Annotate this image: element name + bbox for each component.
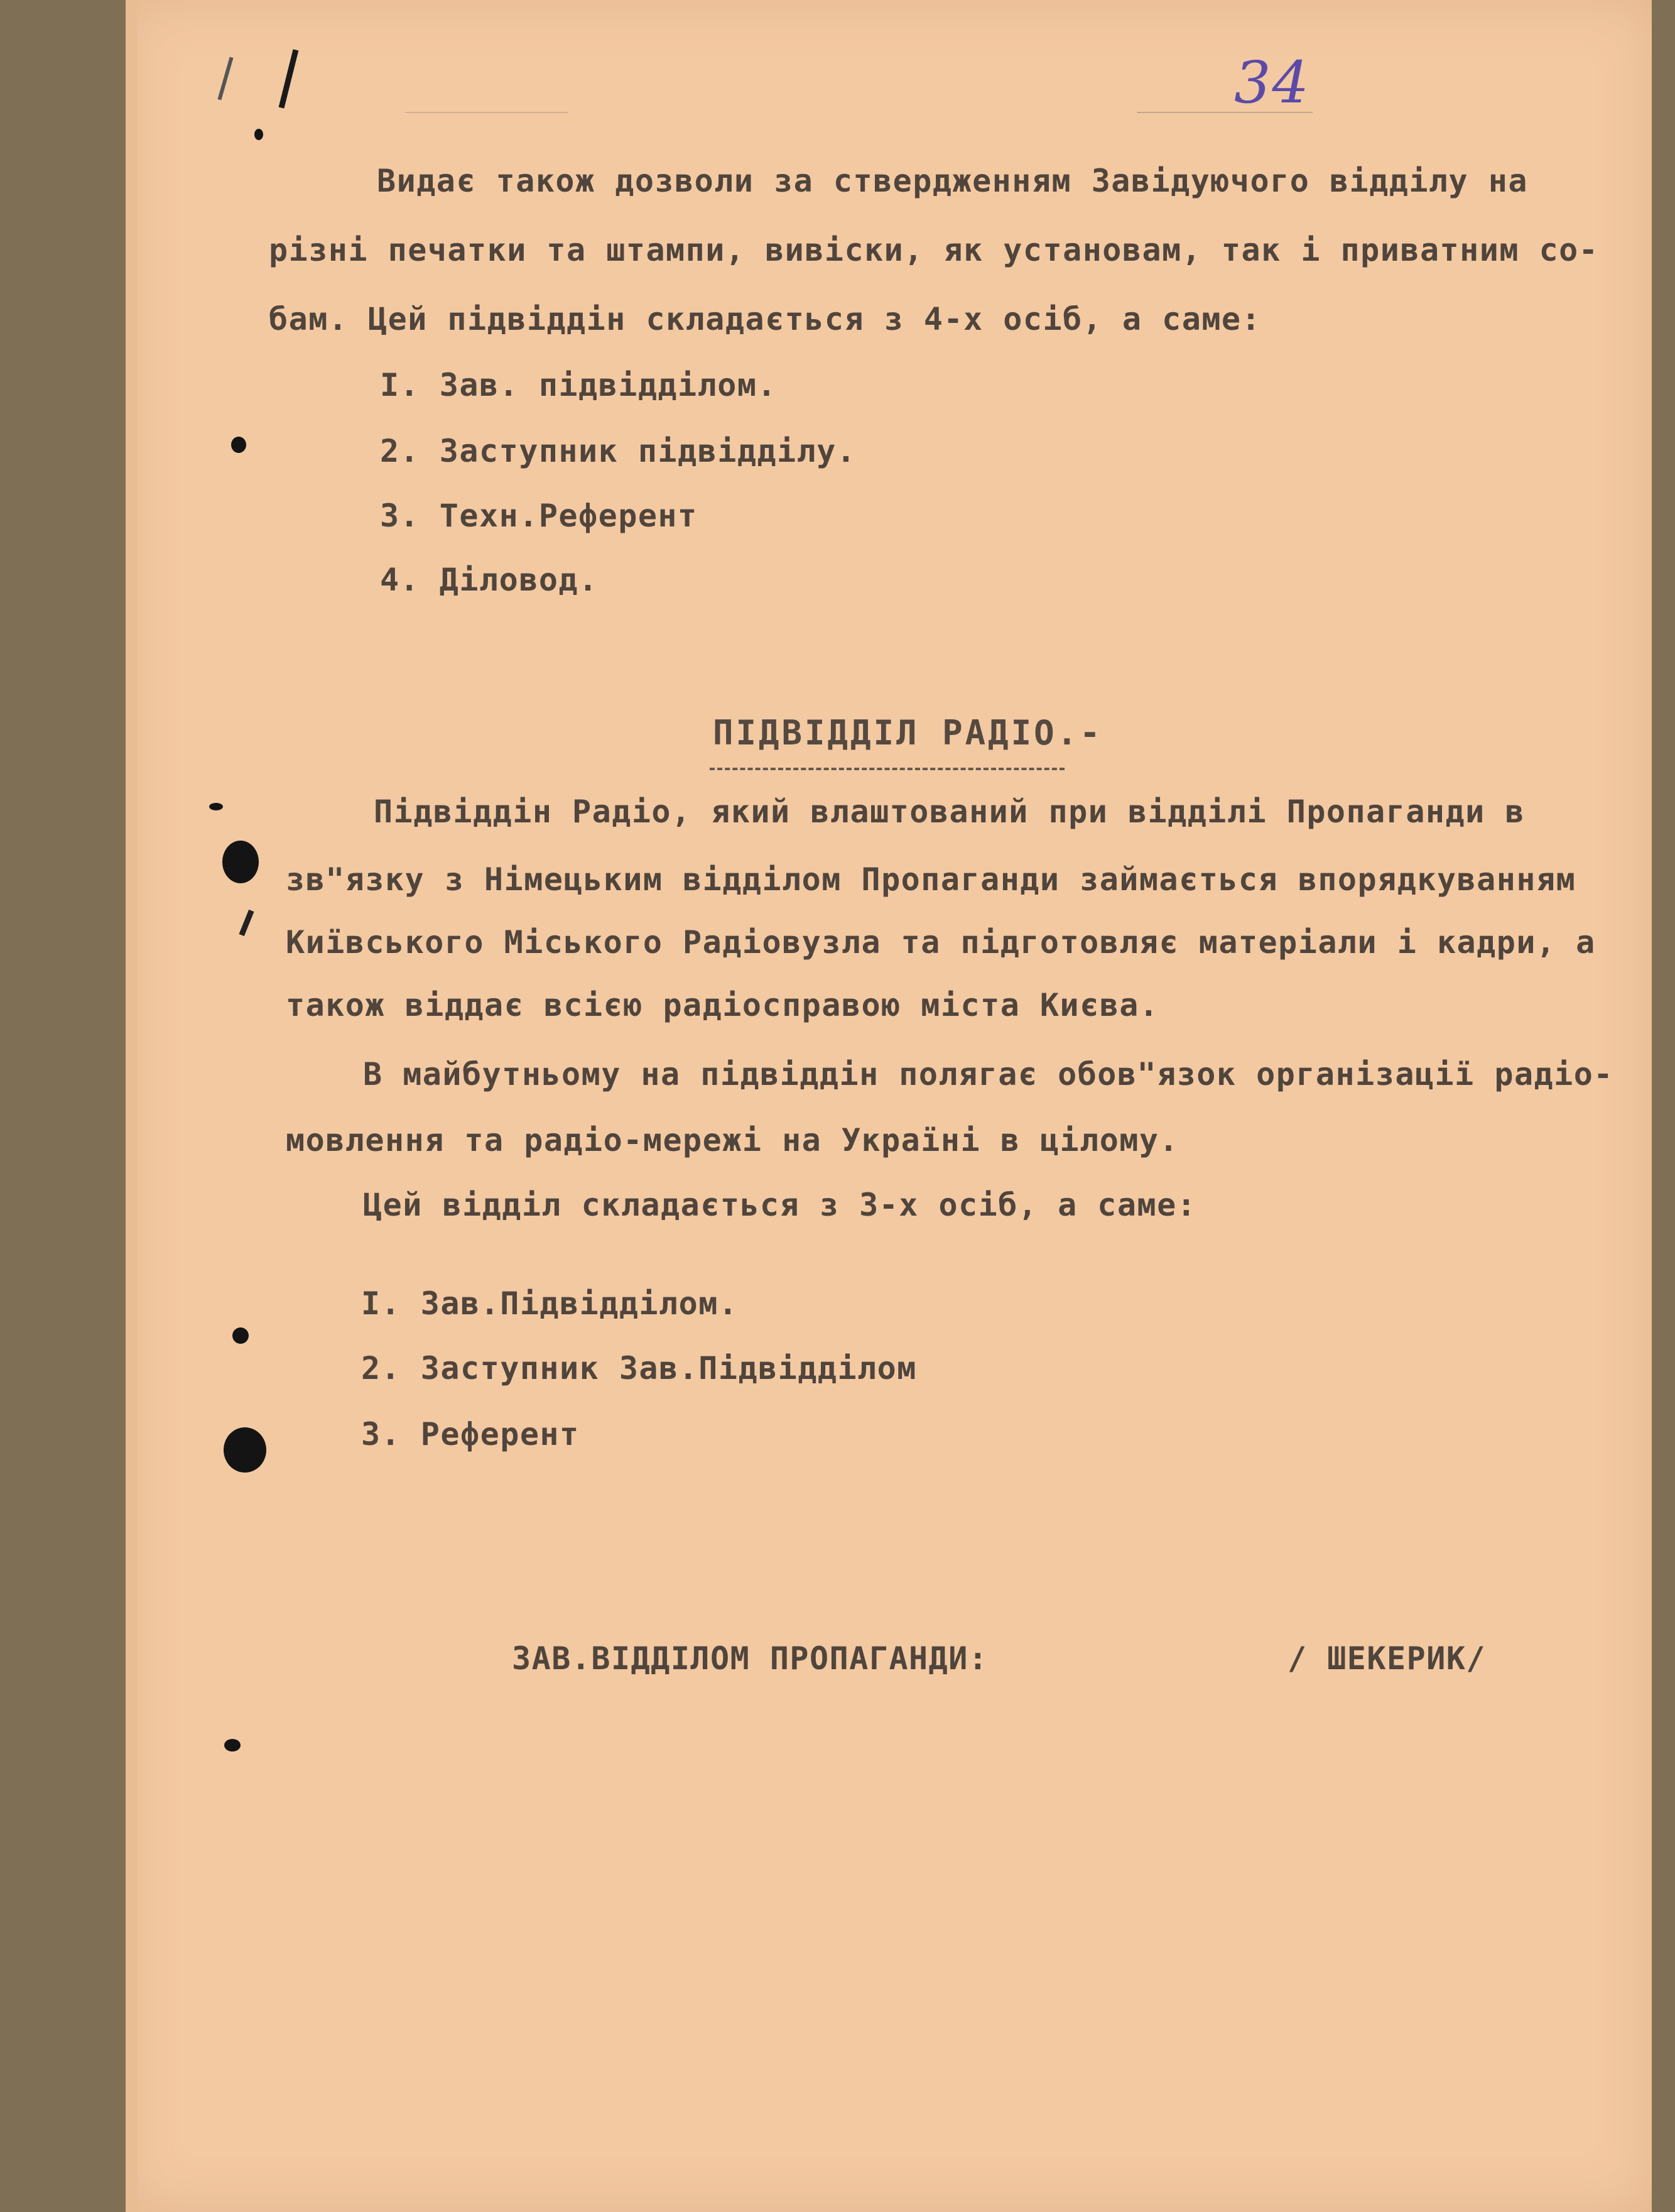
text-line: Київського Міського Радіовузла та підготовляє матеріали і кадри, а [286, 924, 1596, 961]
text-line: різні печатки та штампи, вивіски, як установам, так і приватним со- [269, 232, 1599, 268]
page-edge [126, 0, 137, 2212]
punch-hole [222, 841, 259, 883]
pen-dot [224, 1739, 241, 1752]
punch-hole [232, 1327, 249, 1344]
text-line: Підвіддін Радіо, який влаштований при відділі Пропаганди в [374, 793, 1525, 830]
list-item: I. Зав.Підвідділом. [361, 1285, 739, 1322]
punch-hole [224, 1427, 266, 1473]
section-heading: ПІДВІДДІЛ РАДІО.- [713, 713, 1103, 753]
signature-name: / ШЕКЕРИК/ [1287, 1640, 1487, 1677]
text-line: В майбутньому на підвіддін полягає обов"язок організації радіо- [363, 1056, 1613, 1092]
text-line: зв"язку з Німецьким відділом Пропаганди займається впорядкуванням [286, 861, 1576, 898]
punch-hole [231, 437, 246, 453]
text-line: мовлення та радіо-мережі на Україні в цілому. [286, 1122, 1179, 1158]
pen-dot [209, 803, 223, 810]
text-line: бам. Цей підвіддін складається з 4-х осіб, а саме: [269, 301, 1262, 337]
list-item: 3. Референт [361, 1416, 580, 1452]
text-line: також віддає всією радіосправою міста Києва. [286, 987, 1159, 1023]
list-item: 3. Техн.Референт [380, 498, 698, 534]
pen-dot [254, 129, 263, 140]
text-line: Цей відділ складається з 3-х осіб, а саме: [363, 1187, 1197, 1223]
list-item: 4. Діловод. [380, 562, 599, 598]
text-line: Видає також дозволи за ствердженням Завідуючого відділу на [377, 163, 1528, 199]
signature-title: ЗАВ.ВІДДІЛОМ ПРОПАГАНДИ: [512, 1640, 989, 1677]
list-item: 2. Заступник підвідділу. [380, 433, 857, 469]
list-item: 2. Заступник Зав.Підвідділом [361, 1350, 917, 1387]
heading-underline [710, 768, 1065, 770]
header-dash [405, 112, 568, 113]
list-item: I. Зав. підвідділом. [380, 367, 778, 403]
folio-number: 34 [1234, 49, 1311, 116]
